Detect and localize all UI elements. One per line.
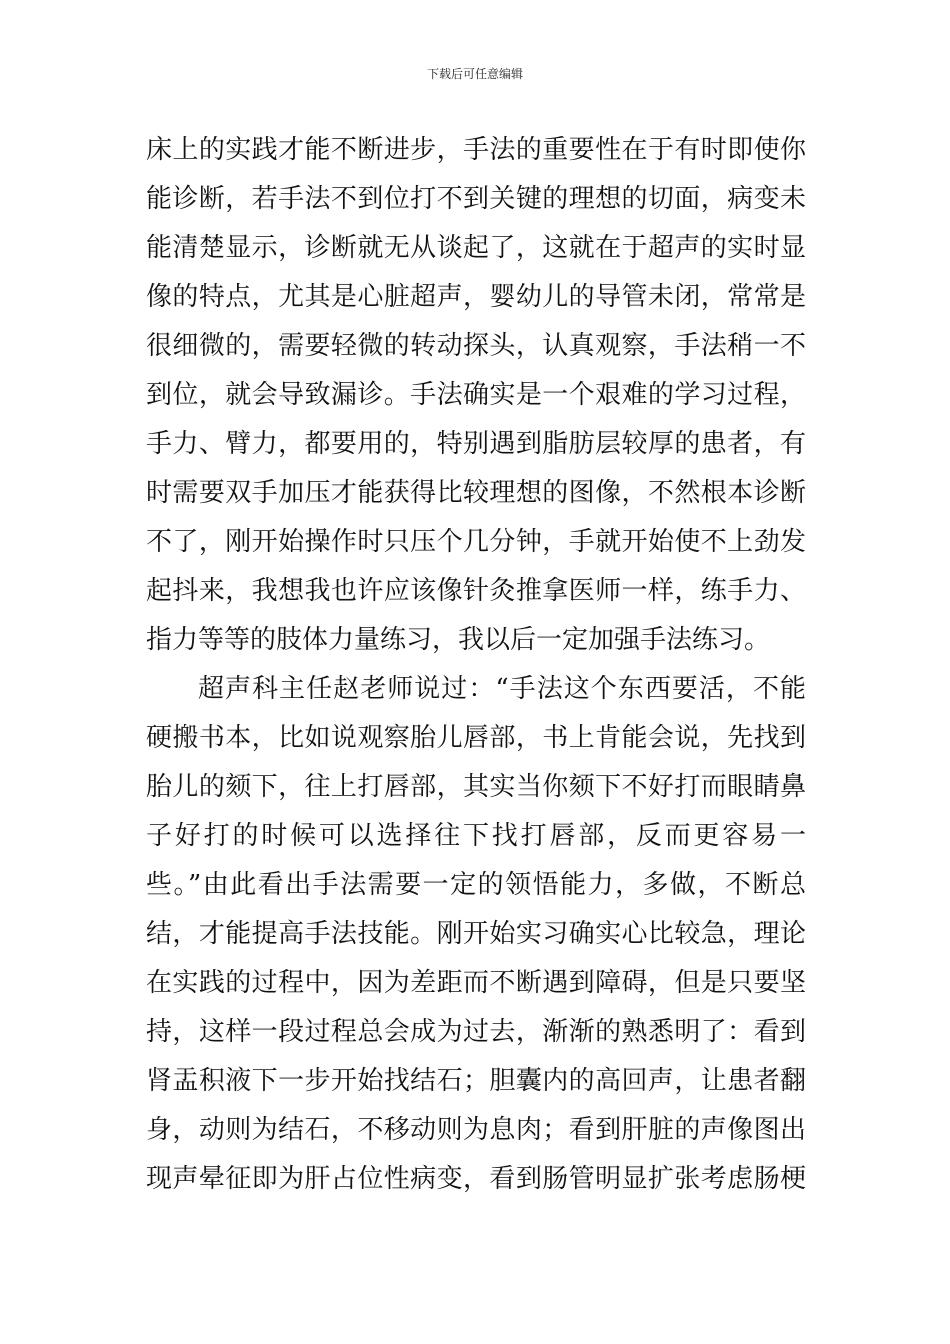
text-line: 在实践的过程中，因为差距而不断遇到障碍，但是只要坚 <box>146 968 806 998</box>
paragraph-end-line: 指力等等的肢体力量练习，我以后一定加强手法练习。 <box>146 625 771 655</box>
text-line: 肾盂积液下一步开始找结石；胆囊内的高回声，让患者翻 <box>146 1066 806 1096</box>
text-line: 能清楚显示，诊断就无从谈起了，这就在于超声的实时显 <box>146 233 806 263</box>
paragraph-start-line: 超声科主任赵老师说过：“手法这个东西要活，不能 <box>198 674 806 704</box>
text-line: 能诊断，若手法不到位打不到关键的理想的切面，病变未 <box>146 184 806 214</box>
text-line: 结，才能提高手法技能。刚开始实习确实心比较急，理论 <box>146 919 806 949</box>
text-line: 床上的实践才能不断进步，手法的重要性在于有时即使你 <box>146 135 806 165</box>
text-line: 现声晕征即为肝占位性病变，看到肠管明显扩张考虑肠梗 <box>146 1164 806 1194</box>
text-line: 很细微的，需要轻微的转动探头，认真观察，手法稍一不 <box>146 331 806 361</box>
text-line: 像的特点，尤其是心脏超声，婴幼儿的导管未闭，常常是 <box>146 282 806 312</box>
text-line: 时需要双手加压才能获得比较理想的图像，不然根本诊断 <box>146 478 806 508</box>
text-line: 子好打的时候可以选择往下找打唇部，反而更容易一 <box>146 821 806 851</box>
text-line: 手力、臂力，都要用的，特别遇到脂肪层较厚的患者，有 <box>146 429 806 459</box>
text-line: 些。”由此看出手法需要一定的领悟能力，多做，不断总 <box>146 870 806 900</box>
text-line: 不了，刚开始操作时只压个几分钟，手就开始使不上劲发 <box>146 527 806 557</box>
text-line: 硬搬书本，比如说观察胎儿唇部，书上肯能会说，先找到 <box>146 723 806 753</box>
page-header: 下载后可任意编辑 <box>426 67 523 81</box>
text-line: 起抖来，我想我也许应该像针灸推拿医师一样，练手力、 <box>146 576 806 606</box>
text-line: 持，这样一段过程总会成为过去，渐渐的熟悉明了：看到 <box>146 1017 806 1047</box>
text-line: 身，动则为结石，不移动则为息肉；看到肝脏的声像图出 <box>146 1115 806 1145</box>
body-text <box>146 126 806 1204</box>
text-line: 到位，就会导致漏诊。手法确实是一个艰难的学习过程， <box>146 380 806 410</box>
text-line: 胎儿的颏下，往上打唇部，其实当你颏下不好打而眼睛鼻 <box>146 772 806 802</box>
